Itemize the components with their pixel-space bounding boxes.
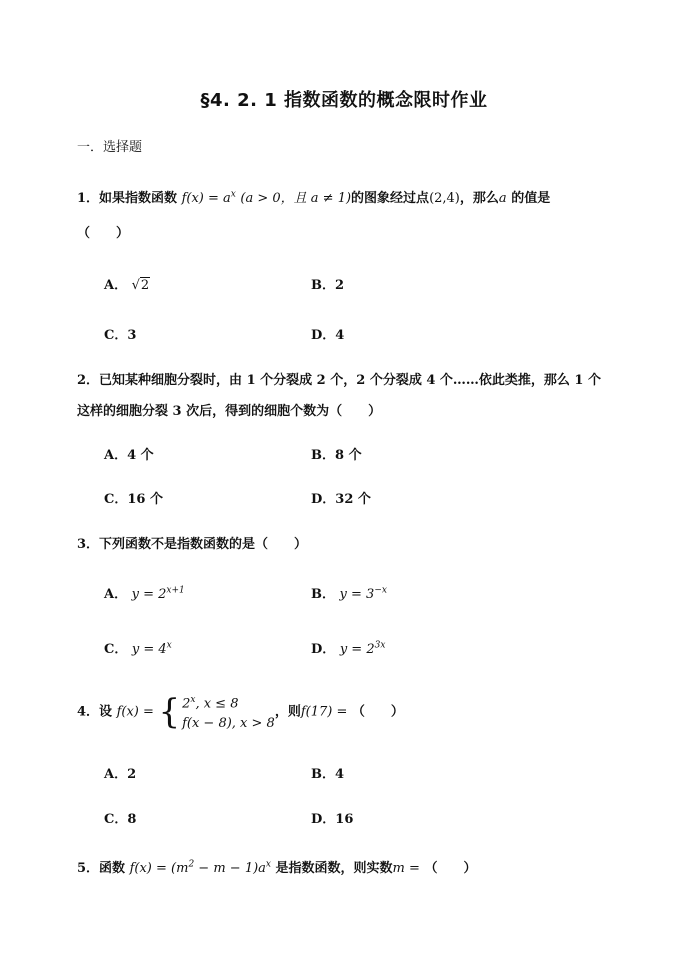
option-c[interactable] <box>104 324 136 343</box>
option-label: A． <box>104 767 128 782</box>
question-2-continued: 这样的细胞分裂 3 次后，得到的细胞个数为（ ） <box>77 404 382 419</box>
option-base: y = 3 <box>339 587 375 602</box>
option-a[interactable] <box>104 583 185 602</box>
option-b[interactable] <box>311 763 344 782</box>
option-label: B． <box>311 448 335 463</box>
point: (2,4) <box>429 191 460 206</box>
option-c[interactable] <box>104 488 163 507</box>
question-text: ，那么 <box>459 191 499 206</box>
sqrt-symbol: √2 <box>131 278 150 293</box>
answer-paren: （ ） <box>77 226 130 241</box>
question-number: 1． <box>77 191 100 206</box>
question-text: 如果指数函数 <box>99 191 178 206</box>
question-2 <box>77 369 601 388</box>
option-b[interactable] <box>311 444 362 463</box>
option-b[interactable] <box>311 274 344 293</box>
answer-paren: （ ） <box>351 704 404 720</box>
option-label: A． <box>104 587 128 602</box>
option-exponent: x <box>166 640 172 651</box>
option-label: D． <box>311 492 336 507</box>
option-value: 2 <box>335 278 345 293</box>
exponent: x <box>265 859 271 870</box>
option-value: 2 <box>140 278 150 293</box>
option-value: 8 个 <box>335 448 362 463</box>
question-text: 函数 <box>99 861 126 876</box>
option-value: 4 <box>335 328 345 343</box>
question-text: 下列函数不是指数函数的是（ ） <box>99 537 308 552</box>
option-b[interactable] <box>311 583 387 602</box>
question-text: 的图象经过点 <box>351 191 430 206</box>
case-1-base: 2 <box>182 696 191 712</box>
option-a[interactable] <box>104 274 150 293</box>
option-value: 4 <box>335 767 345 782</box>
option-a[interactable] <box>104 444 154 463</box>
function-expression: f(x) = <box>116 704 154 720</box>
option-label: C． <box>104 328 128 343</box>
question-4 <box>77 690 404 734</box>
function-expression: f(x) = a <box>181 191 231 206</box>
question-text: ，则 <box>274 704 301 720</box>
option-d[interactable] <box>311 488 371 507</box>
option-label: C． <box>104 492 128 507</box>
left-brace: { <box>158 692 181 733</box>
condition: (a > 0，且 a ≠ 1) <box>240 191 352 206</box>
option-label: B． <box>311 587 335 602</box>
section-heading: 一．选择题 <box>77 140 143 155</box>
piecewise-cases <box>182 690 275 734</box>
option-label: B． <box>311 767 335 782</box>
question-text: 设 <box>99 704 113 720</box>
option-c[interactable] <box>104 808 136 827</box>
answer-paren: （ ） <box>424 861 477 876</box>
exponent: x <box>230 189 236 200</box>
case-1-exponent: x <box>190 695 196 705</box>
option-base: y = 2 <box>339 642 375 657</box>
option-label: D． <box>311 328 336 343</box>
question-5 <box>77 857 476 876</box>
option-a[interactable] <box>104 763 136 782</box>
option-base: y = 2 <box>131 587 167 602</box>
question-number: 3． <box>77 537 100 552</box>
question-text: 是指数函数，则实数 <box>275 861 393 876</box>
option-d[interactable] <box>311 324 344 343</box>
option-value: 16 个 <box>127 492 163 507</box>
question-number: 4． <box>77 704 100 720</box>
question-number: 5． <box>77 861 100 876</box>
option-d[interactable] <box>311 808 353 827</box>
option-exponent: x+1 <box>166 585 185 596</box>
question-number: 2． <box>77 373 100 388</box>
option-label: A． <box>104 448 128 463</box>
variable: m <box>392 861 405 876</box>
option-value: 3 <box>127 328 137 343</box>
option-base: y = 4 <box>131 642 167 657</box>
case-1-condition: , x ≤ 8 <box>195 696 239 712</box>
option-label: B． <box>311 278 335 293</box>
question-text: 已知某种细胞分裂时，由 1 个分裂成 2 个，2 个分裂成 4 个……依此类推，那么 1 个 <box>99 373 602 388</box>
option-exponent: −x <box>374 585 387 596</box>
question-text: 的值是 <box>506 191 551 206</box>
option-label: C． <box>104 642 128 657</box>
question-3 <box>77 533 307 552</box>
variable: a <box>498 191 507 206</box>
option-label: C． <box>104 812 128 827</box>
option-d[interactable] <box>311 638 385 657</box>
equals: = <box>404 861 420 876</box>
function-expression: f(x) = (m <box>129 861 189 876</box>
option-label: D． <box>311 642 336 657</box>
option-value: 32 个 <box>335 492 371 507</box>
option-c[interactable] <box>104 638 172 657</box>
page-title: §4. 2. 1 指数函数的概念限时作业 <box>200 90 488 111</box>
question-1 <box>77 187 550 206</box>
function-expression-rest: − m − 1)a <box>194 861 266 876</box>
option-label: D． <box>311 812 336 827</box>
ask-expression: f(17) = <box>300 704 348 720</box>
option-exponent: 3x <box>374 640 386 651</box>
square-exponent: 2 <box>188 859 195 870</box>
option-value: 8 <box>127 812 137 827</box>
option-label: A． <box>104 278 128 293</box>
option-value: 4 个 <box>127 448 154 463</box>
option-value: 2 <box>127 767 137 782</box>
option-value: 16 <box>335 812 354 827</box>
case-2: f(x − 8), x > 8 <box>182 716 275 732</box>
